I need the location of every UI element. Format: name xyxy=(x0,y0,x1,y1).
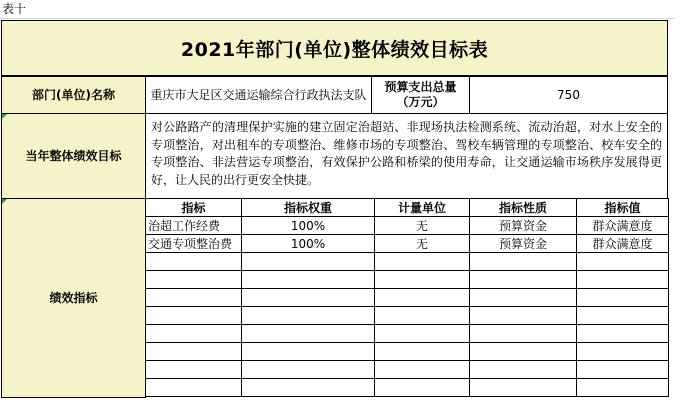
gridline xyxy=(0,18,680,19)
cell-weight xyxy=(241,252,375,271)
cell-nature: 预算资金 xyxy=(469,216,577,235)
cell-nature xyxy=(469,270,577,289)
cell-indicator xyxy=(145,324,242,343)
dept-label: 部门(单位)名称 xyxy=(32,87,115,102)
cell-unit xyxy=(374,360,470,379)
cell-indicator: 交通专项整治费 xyxy=(145,234,242,253)
cell-weight xyxy=(241,288,375,307)
cell-weight xyxy=(241,378,375,397)
cell-weight: 100% xyxy=(241,234,375,253)
cell-nature: 预算资金 xyxy=(469,234,577,253)
page-title: 2021年部门(单位)整体绩效目标表 xyxy=(180,38,489,61)
cell-unit xyxy=(374,252,470,271)
cell-value xyxy=(576,252,669,271)
cell-unit xyxy=(374,378,470,397)
cell-nature xyxy=(469,306,577,325)
cell-nature xyxy=(469,378,577,397)
cell-indicator xyxy=(145,288,242,307)
header-indicator: 指标 xyxy=(145,198,242,217)
header-value: 指标值 xyxy=(576,198,669,217)
goal-text: 对公路路产的清理保护实施的建立固定治超站、非现场执法检测系统、流动治超，对水上安全的专项整治，对出租车的专项整治、维修市场的专项整治、驾校车辆管理的专项整治、校车安全的专项整治、非法营运专项整治，有效保护公路和桥梁的使用寿命，让交通运输市场秩序发展得更好，让人民的出行更安全快捷。 xyxy=(151,120,662,187)
cell-value: 群众满意度 xyxy=(576,234,669,253)
cell-nature xyxy=(469,324,577,343)
cell-value xyxy=(576,324,669,343)
dept-name: 重庆市大足区交通运输综合行政执法支队 xyxy=(150,87,367,102)
cell-unit xyxy=(374,324,470,343)
cell-weight xyxy=(241,306,375,325)
cell-indicator xyxy=(145,252,242,271)
cell-indicator xyxy=(145,378,242,397)
cell-indicator xyxy=(145,306,242,325)
cell-unit xyxy=(374,342,470,361)
cell-value: 群众满意度 xyxy=(576,216,669,235)
cell-value xyxy=(576,342,669,361)
perf-label: 绩效指标 xyxy=(49,290,98,305)
header-weight: 指标权重 xyxy=(241,198,375,217)
cell-indicator xyxy=(145,342,242,361)
header-unit: 计量单位 xyxy=(374,198,470,217)
goal-label: 当年整体绩效目标 xyxy=(25,148,122,163)
cell-weight: 100% xyxy=(241,216,375,235)
cell-nature xyxy=(469,342,577,361)
cell-weight xyxy=(241,270,375,289)
cell-nature xyxy=(469,360,577,379)
cell-nature xyxy=(469,252,577,271)
cell-value xyxy=(576,270,669,289)
cell-weight xyxy=(241,342,375,361)
cell-unit xyxy=(374,306,470,325)
cell-unit: 无 xyxy=(374,234,470,253)
cell-weight xyxy=(241,360,375,379)
cell-indicator: 治超工作经费 xyxy=(145,216,242,235)
header-nature: 指标性质 xyxy=(469,198,577,217)
cell-nature xyxy=(469,288,577,307)
budget-label: 预算支出总量（万元） xyxy=(384,80,457,109)
budget-value: 750 xyxy=(557,87,580,102)
cell-indicator xyxy=(145,270,242,289)
cell-value xyxy=(576,378,669,397)
cell-weight xyxy=(241,324,375,343)
cell-unit: 无 xyxy=(374,216,470,235)
cell-value xyxy=(576,306,669,325)
right-edge xyxy=(675,18,680,405)
cell-indicator xyxy=(145,360,242,379)
cell-unit xyxy=(374,270,470,289)
cell-value xyxy=(576,360,669,379)
indicator-table xyxy=(145,198,668,398)
sheet-label: 表十 xyxy=(2,2,27,16)
cell-value xyxy=(576,288,669,307)
cell-unit xyxy=(374,288,470,307)
